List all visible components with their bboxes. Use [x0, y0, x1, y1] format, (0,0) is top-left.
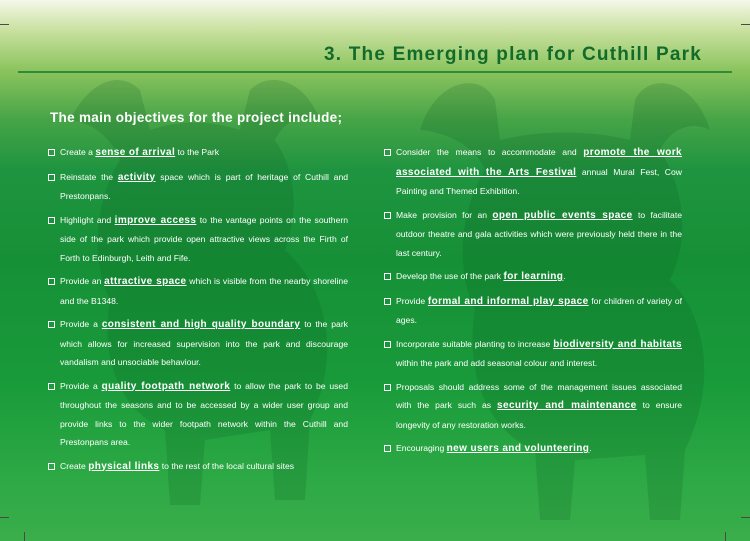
title-underline — [18, 71, 732, 73]
page-title: 3. The Emerging plan for Cuthill Park — [323, 44, 702, 65]
checkbox-bullet-icon — [48, 217, 55, 224]
checkbox-bullet-icon — [48, 463, 55, 470]
objective-highlight: biodiversity and habitats — [553, 338, 682, 350]
checkbox-bullet-icon — [384, 298, 391, 305]
objective-highlight: physical links — [88, 460, 160, 472]
objective-highlight: attractive space — [104, 276, 187, 287]
list-item: Highlight and improve access to the vantage points on the southern side of the park which provide open attractive views across the Firth of Forth to Edinburgh, Leith and Fife. — [48, 211, 348, 268]
list-item: Encouraging new users and volunteering. — [384, 439, 682, 459]
objective-highlight: security and maintenance — [497, 400, 637, 411]
checkbox-bullet-icon — [48, 149, 55, 156]
crop-mark — [24, 532, 25, 541]
list-item: Provide a consistent and high quality boundary to the park which allows for increased supervision into the park and discourage vandalism and unsociable behaviour. — [48, 315, 348, 372]
checkbox-bullet-icon — [384, 341, 391, 348]
list-item: Make provision for an open public events space to facilitate outdoor theatre and gala activities which were previously held there in the last century. — [384, 206, 682, 263]
objective-highlight: quality footpath network — [101, 380, 231, 392]
checkbox-bullet-icon — [384, 212, 391, 219]
checkbox-bullet-icon — [384, 149, 391, 156]
checkbox-bullet-icon — [384, 384, 391, 391]
list-item: Reinstate the activity space which is part of heritage of Cuthill and Prestonpans. — [48, 168, 348, 206]
objective-highlight: consistent and high quality boundary — [101, 319, 301, 330]
crop-mark — [0, 517, 9, 518]
list-item: Create physical links to the rest of the local cultural sites — [48, 457, 348, 477]
checkbox-bullet-icon — [384, 445, 391, 452]
objective-highlight: improve access — [114, 214, 197, 226]
list-item: Provide an attractive space which is visible from the nearby shoreline and the B1348. — [48, 272, 348, 310]
objectives-intro: The main objectives for the project include; — [50, 110, 343, 125]
list-item: Proposals should address some of the management issues associated with the park such as security and maintenance to ensure longevity of any restoration works. — [384, 378, 682, 435]
objective-highlight: promote the work associated with the Arts Festival — [396, 147, 682, 178]
checkbox-bullet-icon — [48, 174, 55, 181]
checkbox-bullet-icon — [48, 321, 55, 328]
objective-highlight: for learning — [503, 271, 564, 282]
objectives-list-right — [384, 143, 682, 464]
list-item: Consider the means to accommodate and promote the work associated with the Arts Festival annual Mural Fest, Cow Painting and Themed Exhibition. — [384, 143, 682, 201]
list-item: Provide a quality footpath network to allow the park to be used throughout the seasons and to be accessed by a wider user group and provide links to the wider footpath network within the Cuthill and Prestonpans area. — [48, 377, 348, 452]
list-item: Create a sense of arrival to the Park — [48, 143, 348, 163]
crop-mark — [741, 517, 750, 518]
crop-mark — [0, 24, 9, 25]
list-item: Incorporate suitable planting to increase biodiversity and habitats within the park and add seasonal colour and interest. — [384, 335, 682, 373]
checkbox-bullet-icon — [384, 273, 391, 280]
objective-highlight: sense of arrival — [95, 147, 176, 158]
objective-highlight: open public events space — [492, 209, 633, 221]
list-item: Develop the use of the park for learning. — [384, 267, 682, 287]
crop-mark — [741, 24, 750, 25]
checkbox-bullet-icon — [48, 383, 55, 390]
objective-highlight: new users and volunteering — [446, 443, 590, 454]
crop-mark — [725, 532, 726, 541]
list-item: Provide formal and informal play space for children of variety of ages. — [384, 292, 682, 330]
objectives-list-left — [48, 143, 348, 481]
checkbox-bullet-icon — [48, 278, 55, 285]
objective-highlight: activity — [117, 171, 156, 183]
objective-highlight: formal and informal play space — [427, 295, 589, 307]
